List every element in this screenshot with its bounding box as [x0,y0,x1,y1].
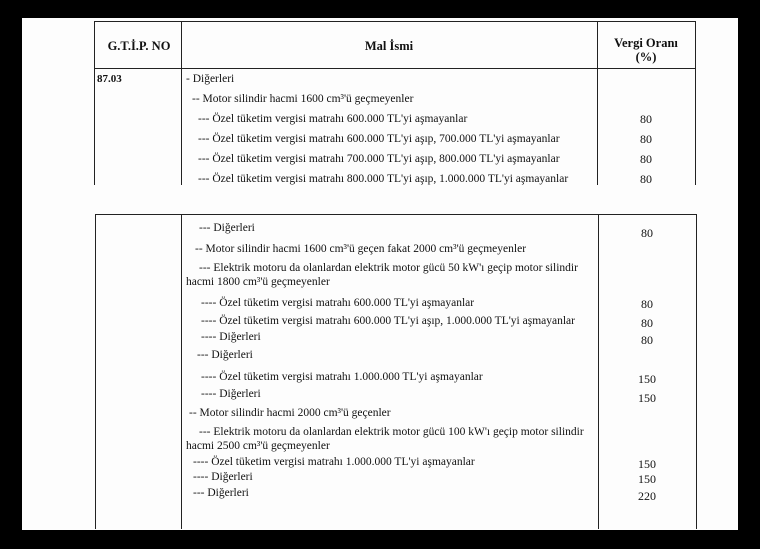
table-row-text: ---- Özel tüketim vergisi matrahı 600.000 TL'yi aşmayanlar [201,297,475,309]
table-row-text: --- Elektrik motoru da olanlardan elektrik motor gücü 100 kW'ı geçip motor silindir hacmi 2500 cm³'ü geçmeyenler [186,426,584,452]
table-row-rate: 80 [640,172,652,186]
table-row-text: -- Motor silindir hacmi 1600 cm³'ü geçen fakat 2000 cm³'ü geçmeyenler [195,243,527,255]
table-row-text: - Diğerleri [186,73,235,85]
header-divider [95,68,695,69]
table-row-text: --- Özel tüketim vergisi matrahı 800.000 TL'yi aşıp, 1.000.000 TL'yi aşmayanlar [198,173,569,185]
table-row-rate: 80 [641,297,653,311]
column-divider [598,215,599,529]
table-row-text: --- Elektrik motoru da olanlardan elektrik motor gücü 50 kW'ı geçip motor silindir hacmi 1800 cm³'ü geçmeyenler [186,262,578,288]
table-row-rate: 80 [641,316,653,330]
table-row-rate: 150 [638,457,656,471]
gtip-header: G.T.İ.P. NO [107,39,171,53]
table-row-rate: 220 [638,489,656,503]
document-page [22,18,738,530]
table-bottom [95,214,697,529]
table-row-text: ---- Özel tüketim vergisi matrahı 1.000.000 TL'yi aşmayanlar [193,456,475,468]
table-row-text: --- Özel tüketim vergisi matrahı 700.000 TL'yi aşıp, 800.000 TL'yi aşmayanlar [198,153,560,165]
table-row-rate: 80 [641,333,653,347]
table-row-text: --- Özel tüketim vergisi matrahı 600.000 TL'yi aşmayanlar [198,113,468,125]
table-row-text: -- Motor silindir hacmi 1600 cm³'ü geçmeyenler [192,93,414,105]
table-row-text: ---- Diğerleri [193,471,253,483]
rate-header: Vergi Oranı [614,36,678,50]
table-row-text: ---- Özel tüketim vergisi matrahı 1.000.000 TL'yi aşmayanlar [201,371,483,383]
name-header: Mal İsmi [364,39,414,53]
table-row-text: --- Diğerleri [197,349,253,361]
table-row-rate: 150 [638,372,656,386]
table-row-rate: 80 [640,132,652,146]
table-row-rate: 80 [641,226,653,240]
table-row-text: ---- Diğerleri [201,388,261,400]
table-row-text: ---- Özel tüketim vergisi matrahı 600.000 TL'yi aşıp, 1.000.000 TL'yi aşmayanlar [201,315,575,327]
table-row-text: ---- Diğerleri [201,331,261,343]
table-top [94,21,696,185]
table-row-text: --- Özel tüketim vergisi matrahı 600.000 TL'yi aşıp, 700.000 TL'yi aşmayanlar [198,133,560,145]
column-divider [181,215,182,529]
table-row-text: --- Diğerleri [193,487,249,499]
table-row-rate: 80 [640,112,652,126]
rate-unit: (%) [635,50,657,64]
table-row-rate: 150 [638,391,656,405]
table-row-rate: 80 [640,152,652,166]
gtip-code: 87.03 [97,73,122,85]
table-row-text: --- Diğerleri [199,222,255,234]
table-row-rate: 150 [638,472,656,486]
table-row-text: -- Motor silindir hacmi 2000 cm³'ü geçenler [189,407,391,419]
